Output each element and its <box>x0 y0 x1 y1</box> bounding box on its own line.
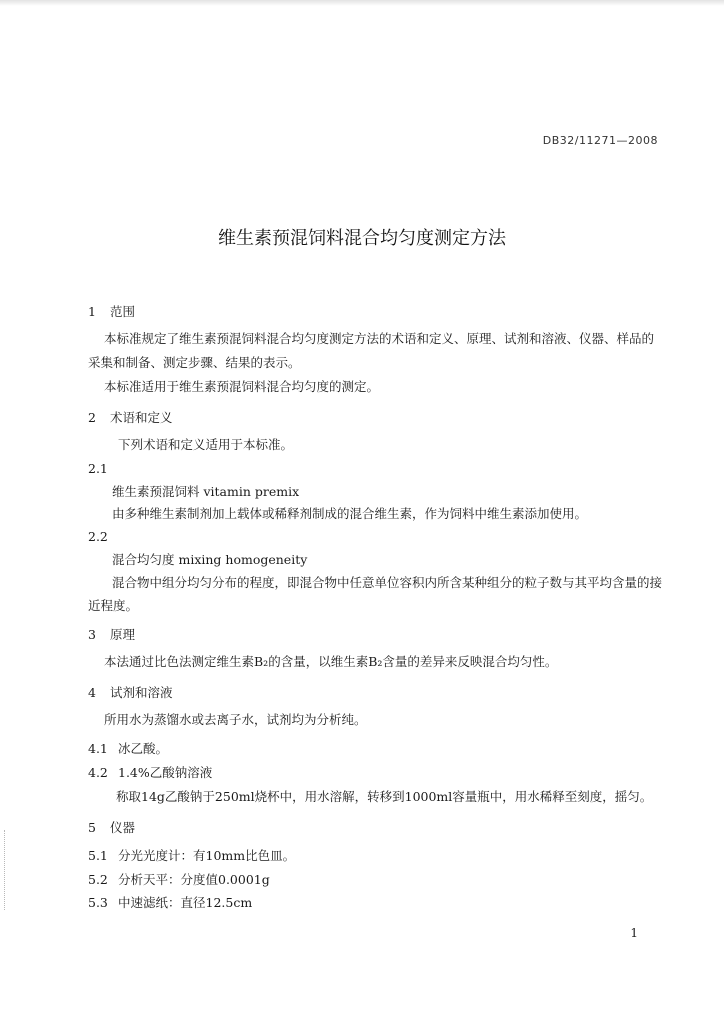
item-number: 5.2 <box>88 872 108 887</box>
section-1-heading <box>88 304 135 320</box>
scan-edge-left <box>4 830 7 910</box>
section-number: 4 <box>88 685 96 700</box>
section-1-paragraph-2: 本标准适用于维生素预混饲料混合均匀度的测定。 <box>104 379 380 394</box>
section-number: 2 <box>88 410 96 425</box>
item-number: 4.1 <box>88 741 108 756</box>
section-3-paragraph: 本法通过比色法测定维生素B₂的含量，以维生素B₂含量的差异来反映混合均匀性。 <box>104 654 558 669</box>
section-5-heading <box>88 820 135 836</box>
item-text: 中速滤纸：直径12.5cm <box>118 895 253 910</box>
item-4-2 <box>88 765 212 781</box>
section-2-paragraph: 下列术语和定义适用于本标准。 <box>118 437 294 452</box>
section-number: 5 <box>88 820 96 835</box>
item-5-1 <box>88 848 295 864</box>
page-number: 1 <box>630 926 638 940</box>
section-number: 1 <box>88 304 96 319</box>
section-title: 术语和定义 <box>110 410 173 425</box>
item-number: 4.2 <box>88 765 108 780</box>
section-number: 3 <box>88 627 96 642</box>
item-5-3 <box>88 895 252 911</box>
definition-vitamin-premix: 由多种维生素制剂加上载体或稀释剂制成的混合维生素，作为饲料中维生素添加使用。 <box>112 506 588 521</box>
item-4-1 <box>88 741 168 757</box>
section-title: 仪器 <box>110 820 136 835</box>
section-4-paragraph: 所用水为蒸馏水或去离子水，试剂均为分析纯。 <box>104 712 367 727</box>
section-1-paragraph-1: 本标准规定了维生素预混饲料混合均匀度测定方法的术语和定义、原理、试剂和溶液、仪器、样品的 <box>104 331 655 346</box>
section-title: 原理 <box>110 627 136 642</box>
section-title: 试剂和溶液 <box>110 685 173 700</box>
item-number: 5.1 <box>88 848 108 863</box>
section-2-heading <box>88 410 173 426</box>
term-mixing-homogeneity: 混合均匀度 mixing homogeneity <box>112 552 308 567</box>
item-text: 1.4%乙酸钠溶液 <box>118 765 213 780</box>
page-title: 维生素预混饲料混合均匀度测定方法 <box>218 228 506 249</box>
item-number: 5.3 <box>88 895 108 910</box>
item-text: 分光光度计：有10mm比色皿。 <box>118 848 296 863</box>
section-4-heading <box>88 685 173 701</box>
item-4-2-paragraph: 称取14g乙酸钠于250ml烧杯中，用水溶解，转移到1000ml容量瓶中，用水稀释至刻度，摇匀。 <box>116 789 653 804</box>
section-1-paragraph-1-cont: 采集和制备、测定步骤、结果的表示。 <box>88 355 301 370</box>
document-code: DB32/11271—2008 <box>542 134 658 147</box>
item-text: 冰乙酸。 <box>118 741 169 756</box>
subsection-2-2-number: 2.2 <box>88 529 108 544</box>
section-title: 范围 <box>110 304 136 319</box>
definition-mixing-homogeneity: 混合物中组分均匀分布的程度，即混合物中任意单位容积内所含某种组分的粒子数与其平均含量的接 <box>112 575 663 590</box>
scan-edge-top <box>0 0 724 6</box>
item-5-2 <box>88 872 270 888</box>
section-3-heading <box>88 627 135 643</box>
subsection-2-1-number: 2.1 <box>88 461 108 476</box>
definition-mixing-homogeneity-cont: 近程度。 <box>88 598 139 613</box>
term-vitamin-premix: 维生素预混饲料 vitamin premix <box>112 484 300 499</box>
item-text: 分析天平：分度值0.0001g <box>118 872 270 887</box>
